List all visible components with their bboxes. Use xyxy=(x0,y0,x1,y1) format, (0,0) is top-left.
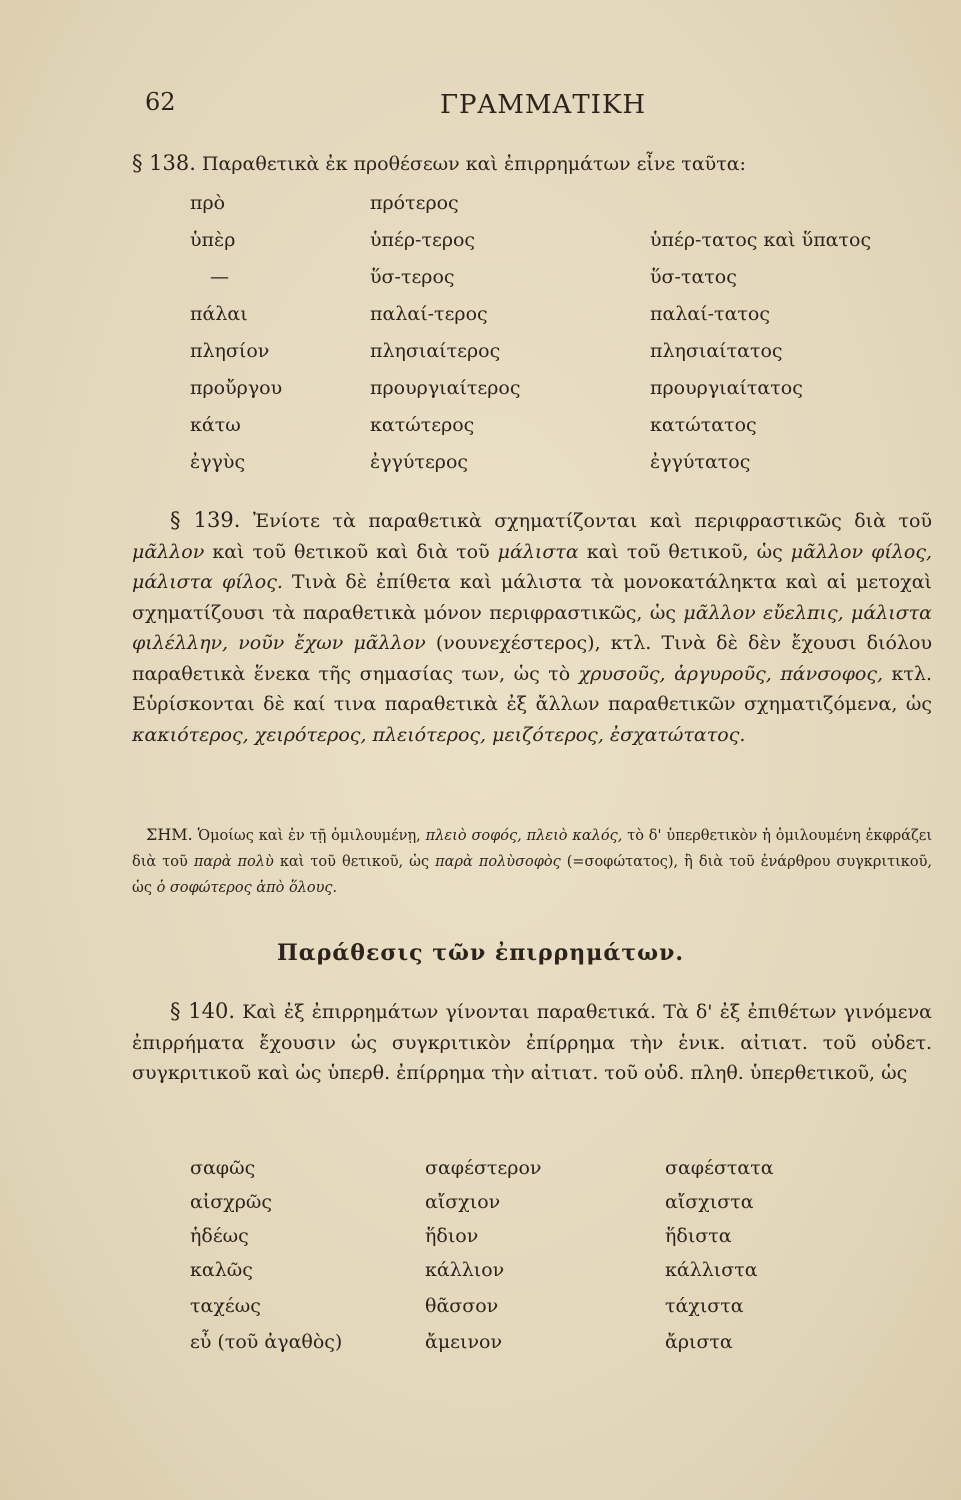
table-cell: ἄριστα xyxy=(665,1331,733,1353)
page-number: 62 xyxy=(145,88,176,116)
text-run: τὸ δ' ὑπερθετικὸν ἡ ὁμιλουμένη ἐκφράζει διὰ τοῦ xyxy=(132,828,933,870)
table-cell: σαφέστατα xyxy=(665,1157,774,1179)
table-cell: ὑπέρ-τατος καὶ ὕπατος xyxy=(650,229,872,251)
table-cell: ἐγγύτατος xyxy=(650,451,751,473)
table-cell: κάλλιον xyxy=(425,1259,505,1281)
example-word: ὁ σοφώτερος ἀπὸ ὅλους. xyxy=(156,880,338,896)
example-word: πλειὸ σοφός, πλειὸ καλός, xyxy=(425,828,623,844)
table-cell: θᾶσσον xyxy=(425,1295,499,1317)
text-run: (=σοφώτατος), ἢ διὰ τοῦ ἐνάρθρου συγκριτικοῦ, ὡς xyxy=(132,854,933,896)
table-cell: πλησιαίτατος xyxy=(650,340,783,362)
example-word: μᾶλλον xyxy=(132,540,205,563)
section-140 xyxy=(132,996,932,1089)
table-row xyxy=(0,192,961,226)
section-mark: § 138. xyxy=(132,151,196,175)
table-cell: ὑπέρ-τερος xyxy=(370,229,476,251)
subheading: Παράθεσις τῶν ἐπιρρημάτων. xyxy=(277,940,684,966)
table-row xyxy=(0,266,961,300)
example-word: κακιότερος, χειρότερος, πλειότερος, μειζότερος, ἐσχατώτατος. xyxy=(132,723,746,746)
table-cell: τάχιστα xyxy=(665,1295,744,1317)
table-cell: κάτω xyxy=(190,414,241,436)
text-run: Τινὰ δὲ ἐπίθετα καὶ μάλιστα τὰ μονοκατάληκτα καὶ αἱ μετοχαὶ σχηματίζουσι τὰ παραθετικὰ μόνον περιφραστικῶς, ὡς xyxy=(132,571,932,624)
text-run: (νουνεχέστερος), κτλ. Τινὰ δὲ δὲν ἔχουσι διόλου παραθετικὰ ἕνεκα τῆς σημασίας των, ὡς τὸ xyxy=(132,632,932,685)
table-cell: σαφέστερον xyxy=(425,1157,542,1179)
table-cell: κάλλιστα xyxy=(665,1259,758,1281)
table-cell: πρὸ xyxy=(190,192,226,214)
table-cell: ἐγγύτερος xyxy=(370,451,469,473)
table-cell: παλαί-τερος xyxy=(370,303,488,325)
table-cell: — xyxy=(210,266,229,288)
table-cell: προυργιαίτατος xyxy=(650,377,803,399)
running-title: ΓΡΑΜΜΑΤΙΚΗ xyxy=(440,90,647,120)
table-cell: ὑπὲρ xyxy=(190,229,236,251)
table-cell: αἰσχρῶς xyxy=(190,1191,273,1213)
table-cell: ἐγγὺς xyxy=(190,451,246,473)
table-cell: αἴσχιον xyxy=(425,1191,501,1213)
table-cell: προὔργου xyxy=(190,377,283,399)
table-row xyxy=(0,1259,961,1293)
note-label: ΣΗΜ. xyxy=(146,825,193,844)
text-run: καὶ τοῦ θετικοῦ καὶ διὰ τοῦ xyxy=(212,540,490,563)
text-run: Ὁμοίως καὶ ἐν τῇ ὁμιλουμένῃ, xyxy=(197,828,421,844)
table-cell: πάλαι xyxy=(190,303,248,325)
table-row xyxy=(0,1295,961,1329)
table-cell: ὕσ-τερος xyxy=(370,266,455,288)
table-cell: ἥδιον xyxy=(425,1225,479,1247)
table-row xyxy=(0,451,961,485)
table-row xyxy=(0,1331,961,1365)
note xyxy=(132,822,932,901)
table-row xyxy=(0,229,961,263)
table-row xyxy=(0,303,961,337)
text-run: καὶ τοῦ θετικοῦ, ὡς xyxy=(586,540,783,563)
table-cell: κατώτερος xyxy=(370,414,475,436)
table-row xyxy=(0,1225,961,1259)
table-cell: προυργιαίτερος xyxy=(370,377,521,399)
example-word: παρὰ πολὺ xyxy=(193,854,274,870)
table-cell: εὖ (τοῦ ἀγαθὸς) xyxy=(190,1331,343,1353)
table-cell: κατώτατος xyxy=(650,414,757,436)
table-cell: σαφῶς xyxy=(190,1157,256,1179)
example-word: παρὰ πολὺσοφὸς xyxy=(435,854,561,870)
table-cell: καλῶς xyxy=(190,1259,253,1281)
text-run: Ἐνίοτε τὰ παραθετικὰ σχηματίζονται καὶ περιφραστικῶς διὰ τοῦ xyxy=(252,510,933,532)
table-cell: ταχέως xyxy=(190,1295,261,1317)
table-cell: ἄμεινον xyxy=(425,1331,503,1353)
table-row xyxy=(0,414,961,448)
section-139 xyxy=(132,505,932,750)
table-cell: πλησιαίτερος xyxy=(370,340,501,362)
table-cell: πλησίον xyxy=(190,340,270,362)
section-text: Καὶ ἐξ ἐπιρρημάτων γίνονται παραθετικά. Τὰ δ' ἐξ ἐπιθέτων γινόμενα ἐπιρρήματα ἔχουσιν ὡς συγκριτικὸν ἐπίρρημα τὴν ἑνικ. αἰτιατ. τοῦ οὐδετ. συγκριτικοῦ καὶ ὡς ὑπερθ. ἐπίρρημα τὴν αἰτιατ. τοῦ οὐδ. πληθ. ὑπερθετικοῦ, ὡς xyxy=(132,1001,933,1084)
table-cell: πρότερος xyxy=(370,192,459,214)
section-text: Παραθετικὰ ἐκ προθέσεων καὶ ἐπιρρημάτων εἶνε ταῦτα: xyxy=(201,153,746,175)
table-cell: ἥδιστα xyxy=(665,1225,732,1247)
table-cell: ἡδέως xyxy=(190,1225,249,1247)
example-word: μᾶλλον εὔελπις, μάλιστα φιλέλλην, νοῦν ἔχων μᾶλλον xyxy=(132,601,933,654)
section-mark: § 139. xyxy=(170,508,241,532)
section-mark: § 140. xyxy=(170,999,236,1023)
table-cell: παλαί-τατος xyxy=(650,303,770,325)
table-row xyxy=(0,1191,961,1225)
example-word: χρυσοῦς, ἀργυροῦς, πάνσοφος, xyxy=(578,662,884,685)
table-row xyxy=(0,1157,961,1191)
section-138 xyxy=(132,148,932,180)
text-run: κτλ. Εὑρίσκονται δὲ καί τινα παραθετικὰ ἐξ ἄλλων παραθετικῶν σχηματιζόμενα, ὡς xyxy=(132,662,932,715)
example-word: μάλιστα xyxy=(497,540,579,563)
table-cell: ὕσ-τατος xyxy=(650,266,737,288)
table-cell: αἴσχιστα xyxy=(665,1191,754,1213)
text-run: καὶ τοῦ θετικοῦ, ὡς xyxy=(279,854,430,870)
table-row xyxy=(0,377,961,411)
table-row xyxy=(0,340,961,374)
example-word: μᾶλλον φίλος, μάλιστα φίλος. xyxy=(132,540,932,593)
